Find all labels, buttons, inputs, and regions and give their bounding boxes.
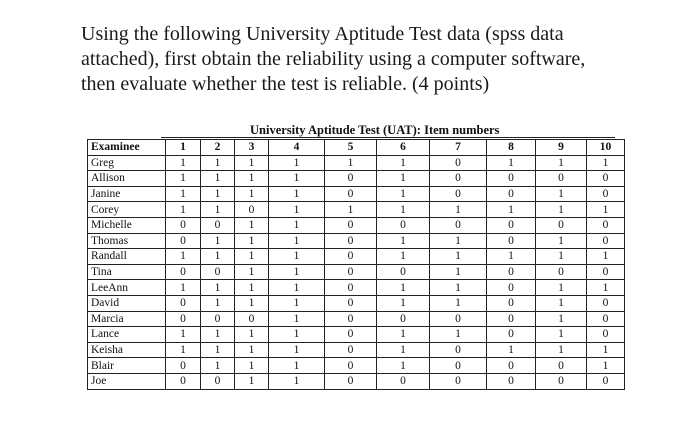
item-score-cell: 0	[587, 186, 625, 202]
table-row	[88, 217, 625, 233]
item-score-cell: 0	[430, 155, 487, 171]
item-score-cell: 1	[487, 249, 536, 265]
examinee-name: Marcia	[88, 311, 166, 327]
item-score-cell: 1	[201, 171, 235, 187]
item-score-cell: 0	[325, 280, 377, 296]
item-score-cell: 1	[430, 264, 487, 280]
item-score-cell: 1	[269, 186, 325, 202]
item-score-cell: 1	[377, 202, 430, 218]
item-score-cell: 1	[536, 186, 587, 202]
header-item-5: 5	[325, 140, 377, 156]
item-score-cell: 1	[235, 249, 269, 265]
item-score-cell: 0	[377, 373, 430, 389]
item-score-cell: 0	[587, 217, 625, 233]
item-score-cell: 1	[487, 155, 536, 171]
item-score-cell: 0	[166, 358, 201, 374]
item-score-cell: 1	[201, 233, 235, 249]
item-score-cell: 1	[235, 217, 269, 233]
item-score-cell: 1	[377, 233, 430, 249]
item-score-cell: 1	[201, 202, 235, 218]
item-score-cell: 1	[269, 373, 325, 389]
item-score-cell: 1	[235, 264, 269, 280]
item-score-cell: 1	[166, 249, 201, 265]
item-score-cell: 0	[235, 311, 269, 327]
item-score-cell: 1	[269, 327, 325, 343]
item-score-cell: 1	[536, 155, 587, 171]
item-score-cell: 0	[166, 311, 201, 327]
item-score-cell: 0	[325, 249, 377, 265]
examinee-name: Lance	[88, 327, 166, 343]
item-score-cell: 0	[325, 217, 377, 233]
question-text	[81, 22, 641, 97]
item-score-cell: 1	[269, 202, 325, 218]
item-score-cell: 0	[536, 264, 587, 280]
item-score-cell: 1	[377, 155, 430, 171]
item-score-cell: 1	[536, 202, 587, 218]
header-examinee: Examinee	[88, 140, 166, 156]
item-score-cell: 0	[487, 311, 536, 327]
item-score-cell: 1	[235, 342, 269, 358]
item-score-cell: 1	[235, 358, 269, 374]
item-score-cell: 0	[487, 358, 536, 374]
item-score-cell: 1	[487, 202, 536, 218]
item-score-cell: 1	[235, 233, 269, 249]
examinee-name: Blair	[88, 358, 166, 374]
item-score-cell: 1	[235, 295, 269, 311]
item-score-cell: 0	[325, 358, 377, 374]
item-score-cell: 0	[377, 311, 430, 327]
item-score-cell: 1	[587, 280, 625, 296]
item-score-cell: 0	[201, 264, 235, 280]
item-score-cell: 1	[536, 249, 587, 265]
item-score-cell: 1	[377, 327, 430, 343]
item-score-cell: 1	[325, 202, 377, 218]
item-score-cell: 1	[269, 342, 325, 358]
item-score-cell: 1	[377, 171, 430, 187]
table-header-row	[88, 140, 625, 156]
header-item-7: 7	[430, 140, 487, 156]
item-score-cell: 0	[430, 358, 487, 374]
item-score-cell: 0	[325, 373, 377, 389]
item-score-cell: 0	[377, 264, 430, 280]
item-score-cell: 0	[325, 295, 377, 311]
item-score-cell: 1	[166, 280, 201, 296]
item-score-cell: 1	[536, 311, 587, 327]
item-score-cell: 0	[325, 186, 377, 202]
examinee-name: Greg	[88, 155, 166, 171]
item-score-cell: 0	[587, 295, 625, 311]
examinee-name: David	[88, 295, 166, 311]
item-score-cell: 1	[201, 295, 235, 311]
item-score-cell: 1	[325, 155, 377, 171]
item-score-cell: 0	[487, 373, 536, 389]
item-score-cell: 0	[235, 202, 269, 218]
item-score-cell: 0	[430, 217, 487, 233]
item-score-cell: 1	[201, 249, 235, 265]
item-score-cell: 0	[536, 217, 587, 233]
item-score-cell: 1	[587, 358, 625, 374]
item-score-cell: 1	[201, 280, 235, 296]
item-score-cell: 0	[166, 217, 201, 233]
aptitude-data-table	[87, 139, 625, 390]
examinee-name: Janine	[88, 186, 166, 202]
item-score-cell: 1	[377, 342, 430, 358]
item-score-cell: 0	[430, 373, 487, 389]
item-score-cell: 0	[325, 264, 377, 280]
item-score-cell: 0	[587, 327, 625, 343]
item-score-cell: 1	[166, 327, 201, 343]
item-score-cell: 1	[201, 327, 235, 343]
item-score-cell: 0	[587, 311, 625, 327]
item-score-cell: 0	[430, 311, 487, 327]
item-score-cell: 1	[536, 327, 587, 343]
item-score-cell: 1	[166, 155, 201, 171]
header-item-6: 6	[377, 140, 430, 156]
item-score-cell: 1	[430, 202, 487, 218]
item-score-cell: 1	[536, 295, 587, 311]
item-score-cell: 1	[269, 264, 325, 280]
item-score-cell: 1	[269, 155, 325, 171]
table-row	[88, 264, 625, 280]
examinee-name: Randall	[88, 249, 166, 265]
table-row	[88, 186, 625, 202]
table-row	[88, 155, 625, 171]
item-score-cell: 0	[487, 186, 536, 202]
item-score-cell: 0	[487, 233, 536, 249]
item-score-cell: 0	[377, 217, 430, 233]
item-score-cell: 1	[269, 358, 325, 374]
item-score-cell: 1	[269, 217, 325, 233]
item-score-cell: 0	[487, 327, 536, 343]
item-score-cell: 1	[269, 311, 325, 327]
item-score-cell: 0	[325, 233, 377, 249]
table-row	[88, 342, 625, 358]
item-score-cell: 1	[587, 155, 625, 171]
item-score-cell: 0	[487, 295, 536, 311]
table-caption: University Aptitude Test (UAT): Item numbers	[250, 123, 500, 137]
item-score-cell: 1	[430, 233, 487, 249]
item-score-cell: 1	[269, 171, 325, 187]
item-score-cell: 1	[430, 327, 487, 343]
item-score-cell: 1	[377, 249, 430, 265]
item-score-cell: 1	[269, 233, 325, 249]
item-score-cell: 1	[235, 171, 269, 187]
question-line-3: then evaluate whether the test is reliable. (4 points)	[81, 73, 490, 95]
item-score-cell: 1	[269, 280, 325, 296]
header-item-4: 4	[269, 140, 325, 156]
item-score-cell: 0	[166, 233, 201, 249]
header-item-10: 10	[587, 140, 625, 156]
item-score-cell: 1	[377, 186, 430, 202]
question-line-1: Using the following University Aptitude Test data (spss data	[81, 23, 564, 45]
item-score-cell: 0	[587, 264, 625, 280]
item-score-cell: 1	[269, 295, 325, 311]
header-item-8: 8	[487, 140, 536, 156]
examinee-name: LeeAnn	[88, 280, 166, 296]
item-score-cell: 1	[201, 342, 235, 358]
item-score-cell: 1	[377, 295, 430, 311]
question-line-2: attached), first obtain the reliability using a computer software,	[81, 48, 586, 70]
table-row	[88, 311, 625, 327]
table-row	[88, 202, 625, 218]
item-score-cell: 0	[166, 264, 201, 280]
table-row	[88, 295, 625, 311]
item-score-cell: 0	[325, 342, 377, 358]
item-score-cell: 0	[166, 295, 201, 311]
item-score-cell: 1	[235, 186, 269, 202]
item-score-cell: 1	[166, 342, 201, 358]
item-score-cell: 0	[325, 311, 377, 327]
table-row	[88, 373, 625, 389]
caption-rule	[161, 137, 615, 138]
item-score-cell: 1	[536, 342, 587, 358]
item-score-cell: 1	[235, 155, 269, 171]
item-score-cell: 1	[201, 186, 235, 202]
header-item-3: 3	[235, 140, 269, 156]
examinee-name: Joe	[88, 373, 166, 389]
item-score-cell: 1	[166, 202, 201, 218]
item-score-cell: 1	[377, 358, 430, 374]
examinee-name: Thomas	[88, 233, 166, 249]
item-score-cell: 1	[430, 295, 487, 311]
item-score-cell: 0	[587, 171, 625, 187]
item-score-cell: 0	[430, 171, 487, 187]
item-score-cell: 1	[377, 280, 430, 296]
item-score-cell: 1	[536, 233, 587, 249]
table-body	[88, 155, 625, 389]
item-score-cell: 1	[430, 249, 487, 265]
table-row	[88, 233, 625, 249]
examinee-name: Allison	[88, 171, 166, 187]
table-row	[88, 358, 625, 374]
item-score-cell: 1	[587, 342, 625, 358]
table-row	[88, 327, 625, 343]
item-score-cell: 0	[487, 217, 536, 233]
item-score-cell: 0	[487, 264, 536, 280]
header-item-9: 9	[536, 140, 587, 156]
item-score-cell: 1	[430, 280, 487, 296]
item-score-cell: 1	[235, 373, 269, 389]
item-score-cell: 0	[587, 373, 625, 389]
item-score-cell: 1	[235, 280, 269, 296]
item-score-cell: 1	[536, 280, 587, 296]
table-row	[88, 171, 625, 187]
item-score-cell: 0	[587, 233, 625, 249]
item-score-cell: 0	[201, 217, 235, 233]
item-score-cell: 0	[536, 373, 587, 389]
item-score-cell: 0	[536, 358, 587, 374]
item-score-cell: 0	[201, 373, 235, 389]
item-score-cell: 1	[587, 202, 625, 218]
item-score-cell: 1	[587, 249, 625, 265]
item-score-cell: 0	[325, 327, 377, 343]
item-score-cell: 0	[325, 171, 377, 187]
header-item-1: 1	[166, 140, 201, 156]
item-score-cell: 1	[235, 327, 269, 343]
item-score-cell: 0	[487, 171, 536, 187]
item-score-cell: 0	[201, 311, 235, 327]
item-score-cell: 1	[166, 186, 201, 202]
table-row	[88, 280, 625, 296]
header-item-2: 2	[201, 140, 235, 156]
examinee-name: Keisha	[88, 342, 166, 358]
examinee-name: Corey	[88, 202, 166, 218]
item-score-cell: 1	[487, 342, 536, 358]
item-score-cell: 0	[430, 342, 487, 358]
item-score-cell: 0	[487, 280, 536, 296]
item-score-cell: 1	[269, 249, 325, 265]
item-score-cell: 0	[166, 373, 201, 389]
table-row	[88, 249, 625, 265]
item-score-cell: 0	[536, 171, 587, 187]
item-score-cell: 1	[201, 358, 235, 374]
item-score-cell: 0	[430, 186, 487, 202]
examinee-name: Michelle	[88, 217, 166, 233]
examinee-name: Tina	[88, 264, 166, 280]
item-score-cell: 1	[201, 155, 235, 171]
item-score-cell: 1	[166, 171, 201, 187]
